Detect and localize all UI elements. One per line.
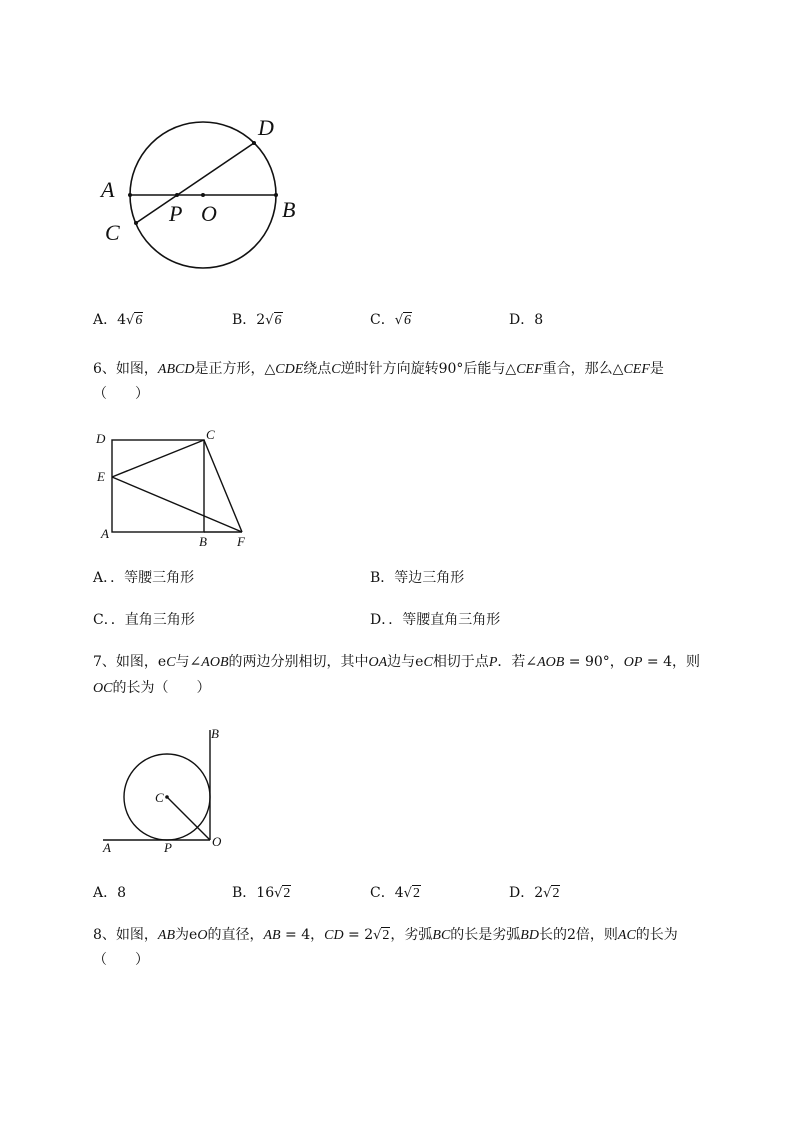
q5-option-a[interactable]: A．4√6 [93,310,143,331]
label-d: D [258,115,274,140]
label-c: C [105,220,120,245]
q6-square-figure [92,424,262,554]
label-b: B [282,197,296,222]
sqrt-icon: √2 [373,928,390,943]
q8-stem: 8、如图，AB为eO的直径，AB = 4，CD = 2√2，劣弧BC的长是劣弧BD长的2倍，则AC的长为 [93,925,678,946]
label-p: P [169,201,183,226]
label-a: A [103,840,111,855]
label-o: O [212,834,222,849]
label-f: F [237,534,245,549]
label-d: D [96,431,106,446]
point-o [201,193,205,197]
label-c: C [206,427,215,442]
q7-tangent-figure [95,722,235,857]
q6-option-b[interactable]: B．等边三角形 [370,570,465,586]
q6-option-c[interactable]: C．．直角三角形 [93,612,195,628]
chord-cd [136,143,254,223]
square-abcd [112,440,204,532]
label-p: P [164,840,172,855]
q5-option-d[interactable]: D．8 [509,312,544,328]
point-c [165,795,169,799]
q7-option-b[interactable]: B．16√2 [232,883,291,904]
label-c: C [155,790,164,805]
q7-stem-line2: OC的长为（ ） [93,680,211,696]
seg-ec [112,440,204,477]
q7-option-d[interactable]: D．2√2 [509,883,560,904]
label-e: E [97,469,105,484]
point-p [175,193,179,197]
q7-stem: 7、如图，eC与∠AOB的两边分别相切，其中OA边与eC相切于点P．若∠AOB = 90°，OP = 4，则 [93,654,700,670]
sqrt-icon: √2 [403,886,420,901]
q5-circle-figure [95,110,315,280]
label-a: A [101,177,115,202]
q5-option-c[interactable]: C．√6 [370,310,412,331]
label-o: O [201,201,217,226]
q6-option-d[interactable]: D．．等腰直角三角形 [370,612,501,628]
q6-answer-blank: （ ） [93,386,149,402]
sqrt-icon: √6 [126,313,143,328]
point-b [274,193,278,197]
label-b: B [199,534,207,549]
q6-option-a[interactable]: A．．等腰三角形 [93,570,195,586]
q7-option-c[interactable]: C．4√2 [370,883,421,904]
label-a: A [101,526,109,541]
sqrt-icon: √6 [265,313,282,328]
sqrt-icon: √6 [394,313,412,328]
q5-option-b[interactable]: B．2√6 [232,310,283,331]
sqrt-icon: √2 [543,886,560,901]
q6-stem: 6、如图，ABCD是正方形，△CDE绕点C逆时针方向旋转90°后能与△CEF重合，那么△CEF是 [93,361,664,377]
q8-answer-blank: （ ） [93,952,149,968]
label-b: B [211,726,219,741]
point-d [252,141,256,145]
q7-option-a[interactable]: A．8 [93,885,127,901]
point-c [134,221,138,225]
sqrt-icon: √2 [274,886,291,901]
point-a [128,193,132,197]
